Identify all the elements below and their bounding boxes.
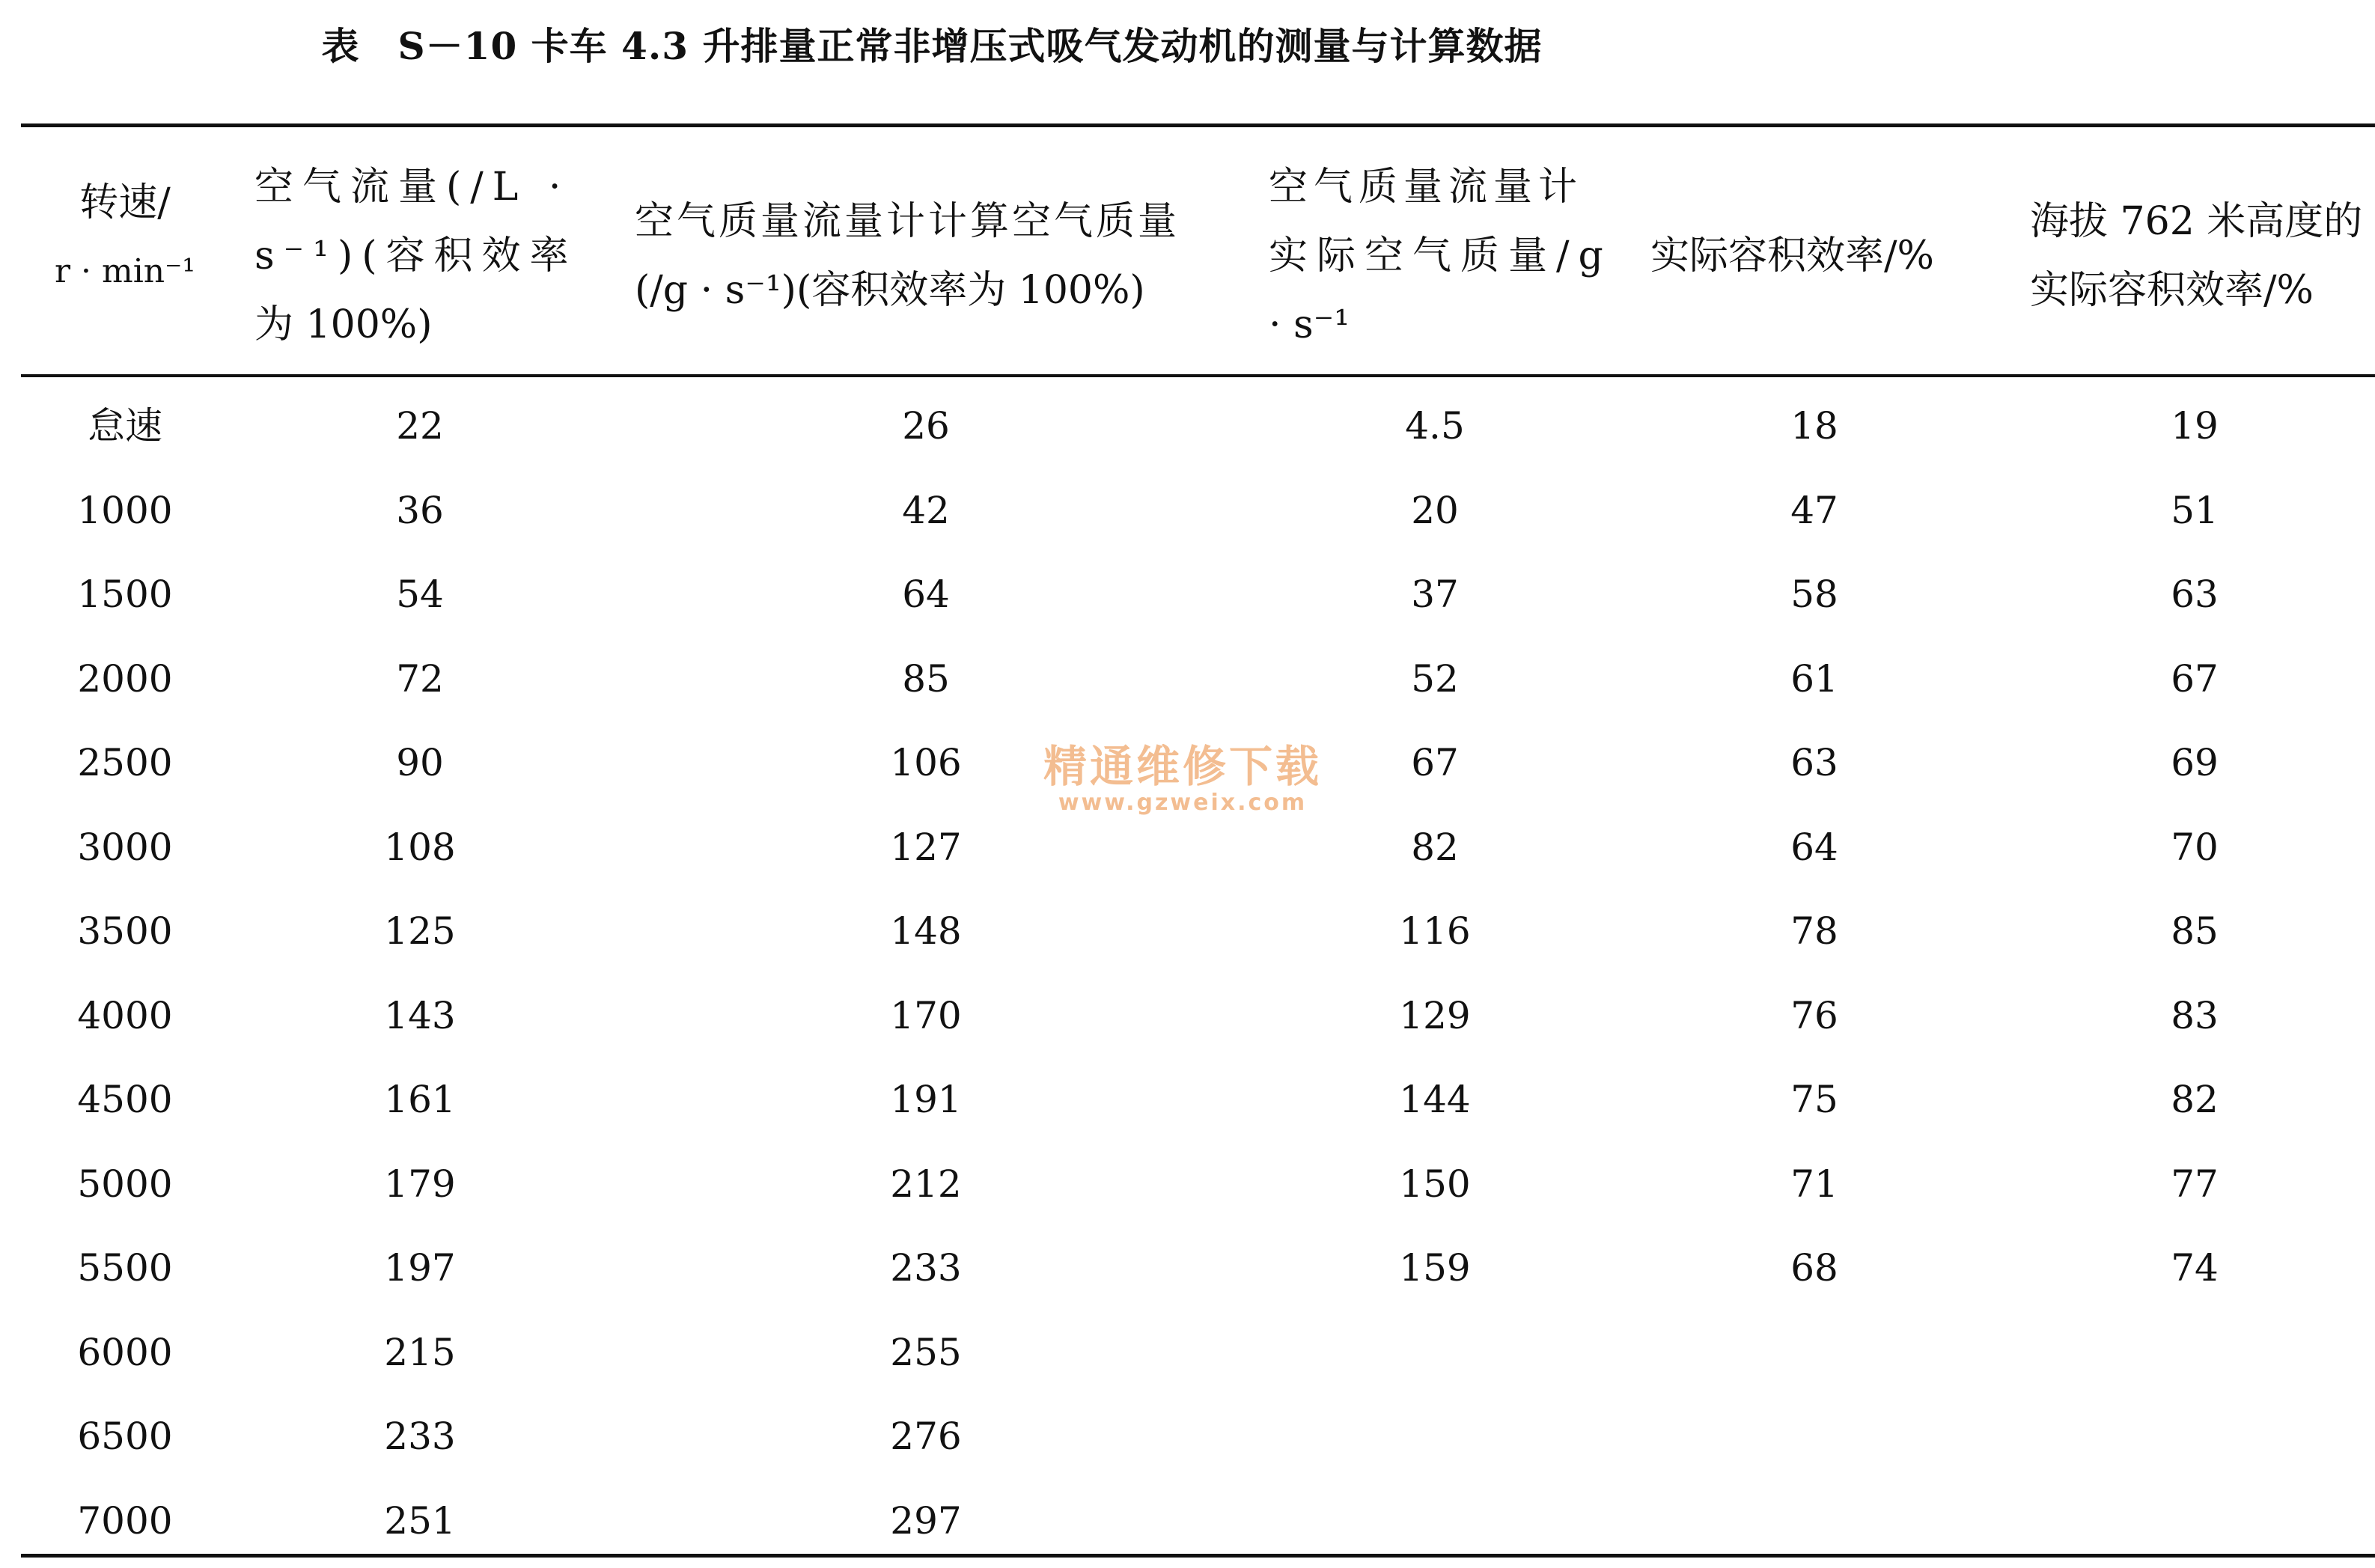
- cell-altitude-ve: 69: [2171, 726, 2219, 811]
- cell-air-flow: 36: [396, 474, 444, 558]
- table-row: [0, 474, 2375, 558]
- cell-calc-air-mass: 170: [890, 979, 961, 1064]
- cell-air-flow: 197: [384, 1231, 455, 1316]
- cell-speed: 3500: [77, 894, 172, 979]
- cell-speed: 1500: [77, 558, 172, 642]
- table-header-rule: [21, 374, 2375, 377]
- cell-calc-air-mass: 42: [902, 474, 950, 558]
- cell-air-flow: 72: [396, 642, 444, 727]
- cell-actual-air-mass: 144: [1399, 1063, 1470, 1147]
- cell-speed: 2500: [77, 726, 172, 811]
- cell-actual-ve: 78: [1790, 894, 1838, 979]
- watermark-text: 精通维修下载: [1033, 742, 1332, 790]
- table-body: [0, 389, 2375, 1568]
- cell-actual-air-mass: 129: [1399, 979, 1470, 1064]
- cell-actual-air-mass: 37: [1411, 558, 1459, 642]
- cell-actual-air-mass: 82: [1411, 811, 1459, 895]
- cell-speed: 5500: [77, 1231, 172, 1316]
- cell-speed: 4000: [77, 979, 172, 1064]
- cell-actual-ve: 68: [1790, 1231, 1838, 1316]
- cell-air-flow: 143: [384, 979, 455, 1064]
- cell-speed: 5000: [77, 1147, 172, 1232]
- cell-calc-air-mass: 233: [890, 1231, 961, 1316]
- cell-calc-air-mass: 127: [890, 811, 961, 895]
- cell-altitude-ve: 82: [2171, 1063, 2219, 1147]
- header-altitude-volumetric-efficiency: 海拔 762 米高度的 实际容积效率/%: [2030, 187, 2362, 325]
- cell-air-flow: 233: [384, 1400, 455, 1484]
- cell-actual-air-mass: 67: [1411, 726, 1459, 811]
- header-air-flow: 空气流量(/L · s⁻¹)(容积效率 为 100%): [254, 153, 578, 359]
- cell-speed: 2000: [77, 642, 172, 727]
- table-row: [0, 1147, 2375, 1232]
- cell-air-flow: 108: [384, 811, 455, 895]
- cell-speed: 6000: [77, 1316, 172, 1400]
- cell-altitude-ve: 63: [2171, 558, 2219, 642]
- table-row: [0, 558, 2375, 642]
- cell-actual-air-mass: 20: [1411, 474, 1459, 558]
- cell-actual-ve: 75: [1790, 1063, 1838, 1147]
- header-actual-volumetric-efficiency: 实际容积效率/%: [1650, 222, 1934, 290]
- cell-altitude-ve: 51: [2171, 474, 2219, 558]
- cell-actual-ve: 61: [1790, 642, 1838, 727]
- cell-air-flow: 161: [384, 1063, 455, 1147]
- cell-actual-ve: 47: [1790, 474, 1838, 558]
- cell-calc-air-mass: 191: [890, 1063, 961, 1147]
- cell-actual-ve: 18: [1790, 389, 1838, 474]
- cell-air-flow: 215: [384, 1316, 455, 1400]
- cell-calc-air-mass: 276: [890, 1400, 961, 1484]
- watermark: [1033, 742, 1332, 816]
- cell-actual-ve: 58: [1790, 558, 1838, 642]
- table-row: [0, 1231, 2375, 1316]
- table-row: [0, 1316, 2375, 1400]
- cell-actual-air-mass: 116: [1399, 894, 1470, 979]
- cell-actual-air-mass: 52: [1411, 642, 1459, 727]
- cell-actual-ve: 63: [1790, 726, 1838, 811]
- header-speed: 转速/ r · min⁻¹: [46, 168, 204, 306]
- cell-speed: 3000: [77, 811, 172, 895]
- cell-calc-air-mass: 148: [890, 894, 961, 979]
- cell-air-flow: 54: [396, 558, 444, 642]
- cell-speed: 7000: [77, 1484, 172, 1568]
- table-title: 表 S－10 卡车 4.3 升排量正常非增压式吸气发动机的测量与计算数据: [0, 16, 1864, 70]
- cell-air-flow: 90: [396, 726, 444, 811]
- cell-speed: 1000: [77, 474, 172, 558]
- table-row: [0, 1063, 2375, 1147]
- cell-altitude-ve: 83: [2171, 979, 2219, 1064]
- cell-calc-air-mass: 85: [902, 642, 950, 727]
- cell-calc-air-mass: 64: [902, 558, 950, 642]
- cell-air-flow: 22: [396, 389, 444, 474]
- cell-air-flow: 179: [384, 1147, 455, 1232]
- table-row: [0, 389, 2375, 474]
- header-calc-air-mass: 空气质量流量计计算空气质量 (/g · s⁻¹)(容积效率为 100%): [635, 187, 1180, 325]
- table-row: [0, 1400, 2375, 1484]
- cell-air-flow: 125: [384, 894, 455, 979]
- table-row: [0, 811, 2375, 895]
- cell-speed: 4500: [77, 1063, 172, 1147]
- cell-calc-air-mass: 212: [890, 1147, 961, 1232]
- table-top-rule: [21, 123, 2375, 127]
- cell-calc-air-mass: 106: [890, 726, 961, 811]
- cell-altitude-ve: 85: [2171, 894, 2219, 979]
- table-row: [0, 642, 2375, 727]
- cell-actual-ve: 64: [1790, 811, 1838, 895]
- cell-calc-air-mass: 297: [890, 1484, 961, 1568]
- cell-actual-ve: 76: [1790, 979, 1838, 1064]
- cell-air-flow: 251: [384, 1484, 455, 1568]
- cell-speed: 怠速: [88, 389, 162, 474]
- table-row: [0, 894, 2375, 979]
- cell-altitude-ve: 77: [2171, 1147, 2219, 1232]
- cell-actual-ve: 71: [1790, 1147, 1838, 1232]
- watermark-url: www.gzweix.com: [1033, 790, 1332, 816]
- table-row: [0, 979, 2375, 1064]
- cell-altitude-ve: 67: [2171, 642, 2219, 727]
- cell-actual-air-mass: 4.5: [1405, 389, 1465, 474]
- table-bottom-rule: [21, 1554, 2375, 1558]
- cell-altitude-ve: 19: [2171, 389, 2219, 474]
- cell-altitude-ve: 70: [2171, 811, 2219, 895]
- cell-speed: 6500: [77, 1400, 172, 1484]
- cell-altitude-ve: 74: [2171, 1231, 2219, 1316]
- cell-actual-air-mass: 159: [1399, 1231, 1470, 1316]
- cell-calc-air-mass: 255: [890, 1316, 961, 1400]
- header-actual-air-mass: 空气质量流量计 实际空气质量/g · s⁻¹: [1269, 153, 1612, 359]
- cell-actual-air-mass: 150: [1399, 1147, 1470, 1232]
- cell-calc-air-mass: 26: [902, 389, 950, 474]
